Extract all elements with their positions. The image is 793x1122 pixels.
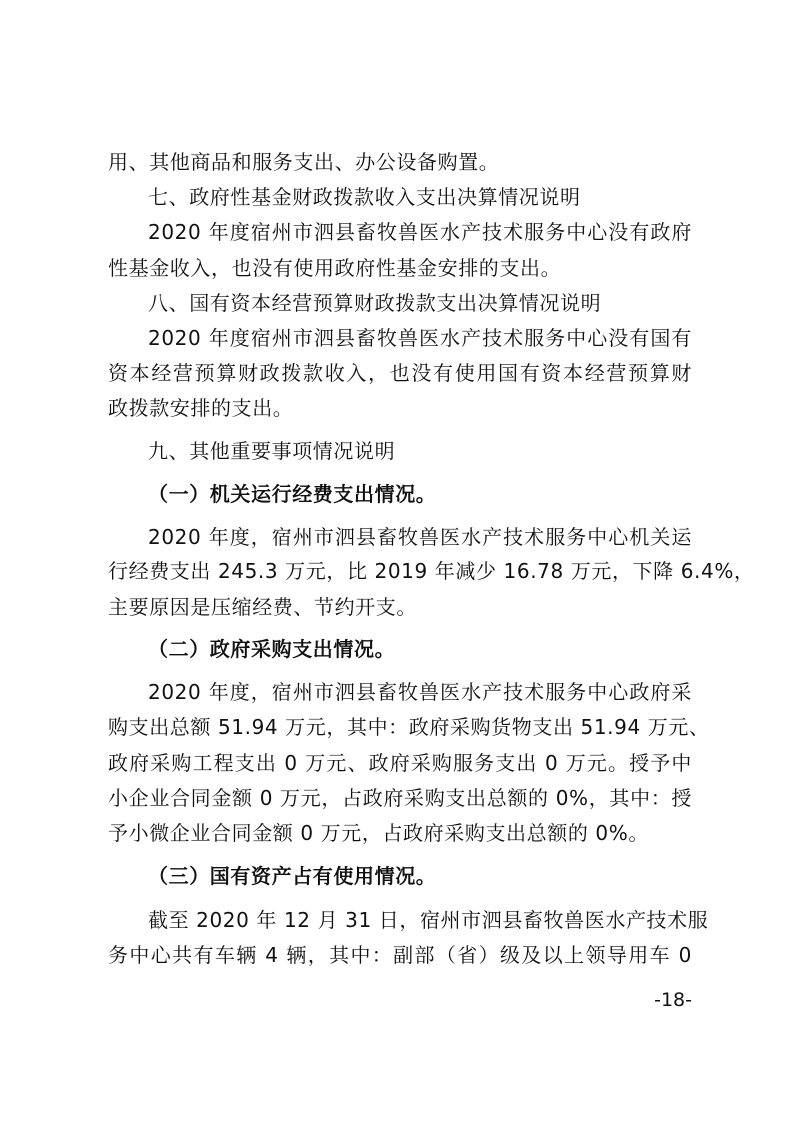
paragraph-line: 行经费支出 245.3 万元，比 2019 年减少 16.78 万元，下降 6.4%， bbox=[108, 559, 755, 583]
paragraph-line: 政拨款安排的支出。 bbox=[108, 396, 294, 420]
paragraph-line: 用、其他商品和服务支出、办公设备购置。 bbox=[108, 150, 500, 174]
paragraph-line: 2020 年度，宿州市泗县畜牧兽医水产技术服务中心政府采 bbox=[148, 680, 692, 704]
subsection-heading-3: （三）国有资产占有使用情况。 bbox=[148, 864, 437, 888]
section-heading-7: 七、政府性基金财政拨款收入支出决算情况说明 bbox=[148, 185, 581, 209]
section-heading-9: 九、其他重要事项情况说明 bbox=[148, 439, 396, 463]
section-heading-8: 八、国有资本经营预算财政拨款支出决算情况说明 bbox=[148, 291, 602, 315]
paragraph-line: 资本经营预算财政拨款收入，也没有使用国有资本经营预算财 bbox=[108, 361, 692, 385]
subsection-heading-2: （二）政府采购支出情况。 bbox=[148, 637, 396, 661]
subsection-heading-1: （一）机关运行经费支出情况。 bbox=[148, 482, 437, 506]
paragraph-line: 主要原因是压缩经费、节约开支。 bbox=[108, 595, 417, 619]
paragraph-line: 截至 2020 年 12 月 31 日，宿州市泗县畜牧兽医水产技术服 bbox=[148, 908, 709, 932]
paragraph-line: 性基金收入，也没有使用政府性基金安排的支出。 bbox=[108, 256, 562, 280]
page-number: -18- bbox=[654, 989, 692, 1011]
paragraph-line: 2020 年度宿州市泗县畜牧兽医水产技术服务中心没有政府 bbox=[148, 220, 692, 244]
paragraph-line: 2020 年度，宿州市泗县畜牧兽医水产技术服务中心机关运 bbox=[148, 525, 692, 549]
paragraph-line: 予小微企业合同金额 0 万元，占政府采购支出总额的 0%。 bbox=[108, 821, 649, 845]
paragraph-line: 务中心共有车辆 4 辆，其中：副部（省）级及以上领导用车 0 bbox=[108, 943, 692, 967]
paragraph-line: 购支出总额 51.94 万元，其中：政府采购货物支出 51.94 万元、 bbox=[108, 715, 710, 739]
paragraph-line: 2020 年度宿州市泗县畜牧兽医水产技术服务中心没有国有 bbox=[148, 326, 692, 350]
paragraph-line: 小企业合同金额 0 万元，占政府采购支出总额的 0%，其中：授 bbox=[108, 786, 692, 810]
paragraph-line: 政府采购工程支出 0 万元、政府采购服务支出 0 万元。授予中 bbox=[108, 751, 692, 775]
